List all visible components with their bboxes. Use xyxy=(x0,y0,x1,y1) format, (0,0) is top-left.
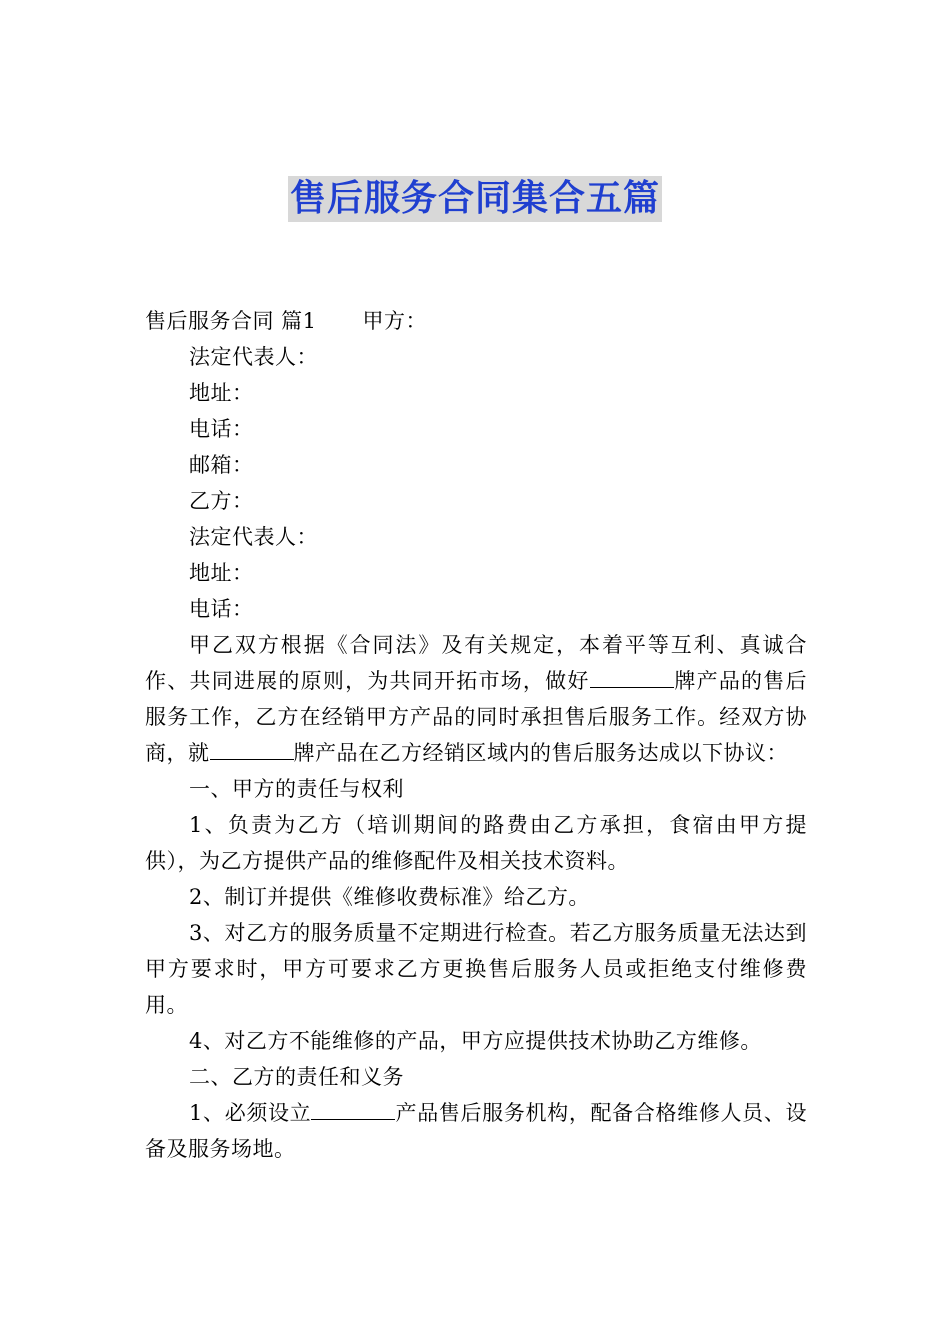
document-title: 售后服务合同集合五篇 xyxy=(288,176,662,222)
section-2-item-1-part-1: 1、必须设立 xyxy=(189,1101,312,1125)
section-1-item-4: 4、对乙方不能维修的产品，甲方应提供技术协助乙方维修。 xyxy=(189,1029,762,1053)
title-container xyxy=(0,176,950,222)
party-a-phone: 电话： xyxy=(189,417,254,441)
section-2-heading: 二、乙方的责任和义务 xyxy=(189,1065,404,1089)
party-b-label: 乙方： xyxy=(189,489,254,513)
intro-part-1: 甲乙双方根据《合同法》及有关规定，本着平等互利、真诚合作、共同进展的原则，为共同开拓市场，做好 xyxy=(145,633,807,693)
intro-part-3: 牌产品在乙方经销区域内的售后服务达成以下协议： xyxy=(293,741,788,765)
intro-paragraph xyxy=(145,627,807,771)
party-a-label: 甲方： xyxy=(362,309,428,333)
blank-line xyxy=(590,686,674,688)
contract-heading-line xyxy=(145,303,807,339)
party-a-email: 邮箱： xyxy=(189,453,254,477)
party-b-representative: 法定代表人： xyxy=(189,525,318,549)
section-1-item-3: 3、对乙方的服务质量不定期进行检查。若乙方服务质量无法达到甲方要求时，甲方可要求乙方更换售后服务人员或拒绝支付维修费用。 xyxy=(145,921,807,1017)
intro-part-2: 牌产品的售后服务工作，乙方在经销甲方产品的同时承担售后服务工作。经双方协商，就 xyxy=(145,669,808,765)
party-a-address: 地址： xyxy=(189,381,254,405)
blank-line xyxy=(210,758,294,760)
party-b-phone: 电话： xyxy=(189,597,254,621)
section-2-item-1-part-2: 产品售后服务机构，配备合格维修人员、设备及服务场地。 xyxy=(145,1101,807,1161)
party-a-representative: 法定代表人： xyxy=(189,345,318,369)
blank-line xyxy=(311,1118,395,1120)
party-b-address: 地址： xyxy=(189,561,254,585)
section-1-heading: 一、甲方的责任与权利 xyxy=(189,777,404,801)
document-body xyxy=(145,303,807,1167)
contract-heading: 售后服务合同 篇1 xyxy=(145,309,317,333)
section-1-item-1: 1、负责为乙方（培训期间的路费由乙方承担，食宿由甲方提供），为乙方提供产品的维修配件及相关技术资料。 xyxy=(145,813,807,873)
section-2-item-1 xyxy=(145,1095,807,1167)
section-1-item-2: 2、制订并提供《维修收费标准》给乙方。 xyxy=(189,885,590,909)
